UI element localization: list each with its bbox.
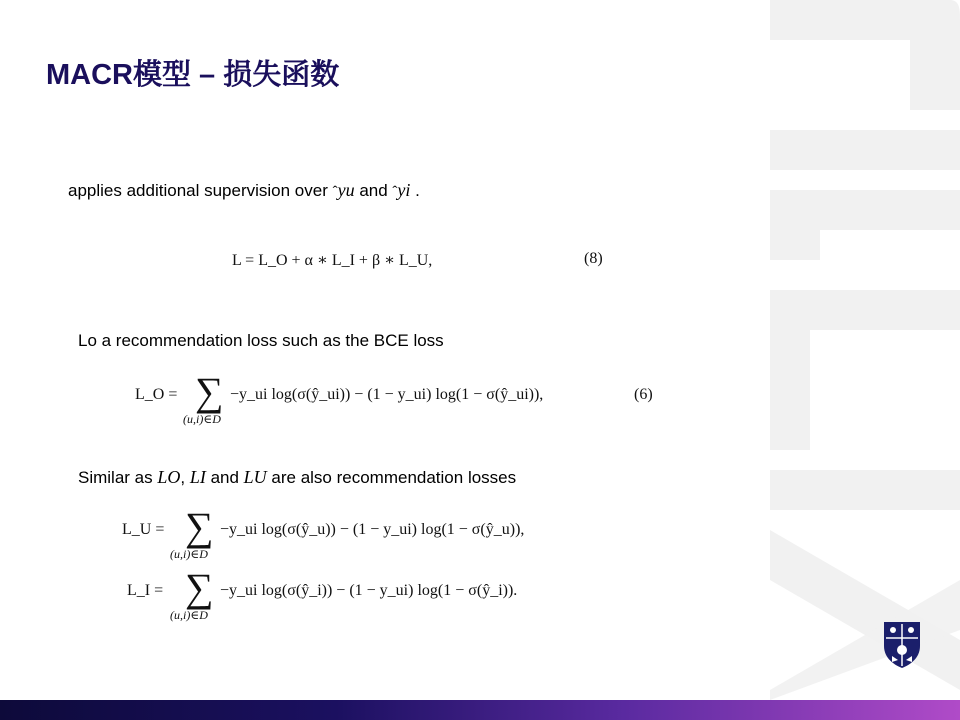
var-li: LI [189,467,206,487]
footer-bar [0,700,960,720]
similar-line [78,467,516,488]
page-title: MACR模型 – 损失函数 [46,59,340,91]
summation-symbol: ∑ [195,369,224,414]
intro-prefix: applies additional supervision over [68,181,333,200]
equation-6-body: −y_ui log(σ(ŷ_ui)) − (1 − y_ui) log(1 − σ(ŷ_ui)), [230,386,544,403]
hat-symbol-1: ˆ [332,184,338,200]
summation-symbol: ∑ [185,504,214,549]
var-lo: LO [157,467,181,487]
similar-and: and [205,468,244,487]
equation-6-number: (6) [634,386,653,403]
equation-li-sum-subscript: (u,i)∈D [170,608,208,622]
equation-li-lhs: L_I = [127,582,164,599]
university-crest-icon [882,620,922,670]
hat-symbol-2: ˆ [392,184,398,200]
summation-symbol: ∑ [185,565,214,610]
similar-prefix: Similar as [78,468,158,487]
similar-sep: , [180,468,190,487]
var-yu: yu [337,180,355,200]
equation-lu-lhs: L_U = [122,521,165,538]
equation-6-sum-subscript: (u,i)∈D [183,412,221,426]
intro-and: and [354,181,393,200]
similar-suffix: are also recommendation losses [266,468,517,487]
equation-lu-sum-subscript: (u,i)∈D [170,547,208,561]
equation-lu-body: −y_ui log(σ(ŷ_u)) − (1 − y_ui) log(1 − σ(ŷ_u)), [220,521,525,538]
intro-line [68,180,420,201]
lo-description: Lo a recommendation loss such as the BCE loss [78,331,444,350]
var-lu: LU [243,467,267,487]
equation-6-lhs: L_O = [135,386,178,403]
equation-li-body: −y_ui log(σ(ŷ_i)) − (1 − y_ui) log(1 − σ(ŷ_i)). [220,582,518,599]
equation-8: L = L_O + α ∗ L_I + β ∗ L_U, [232,252,433,269]
var-yi: yi [397,180,411,200]
watermark-letters [770,0,960,700]
equation-8-number: (8) [584,250,603,267]
intro-suffix: . [410,181,420,200]
